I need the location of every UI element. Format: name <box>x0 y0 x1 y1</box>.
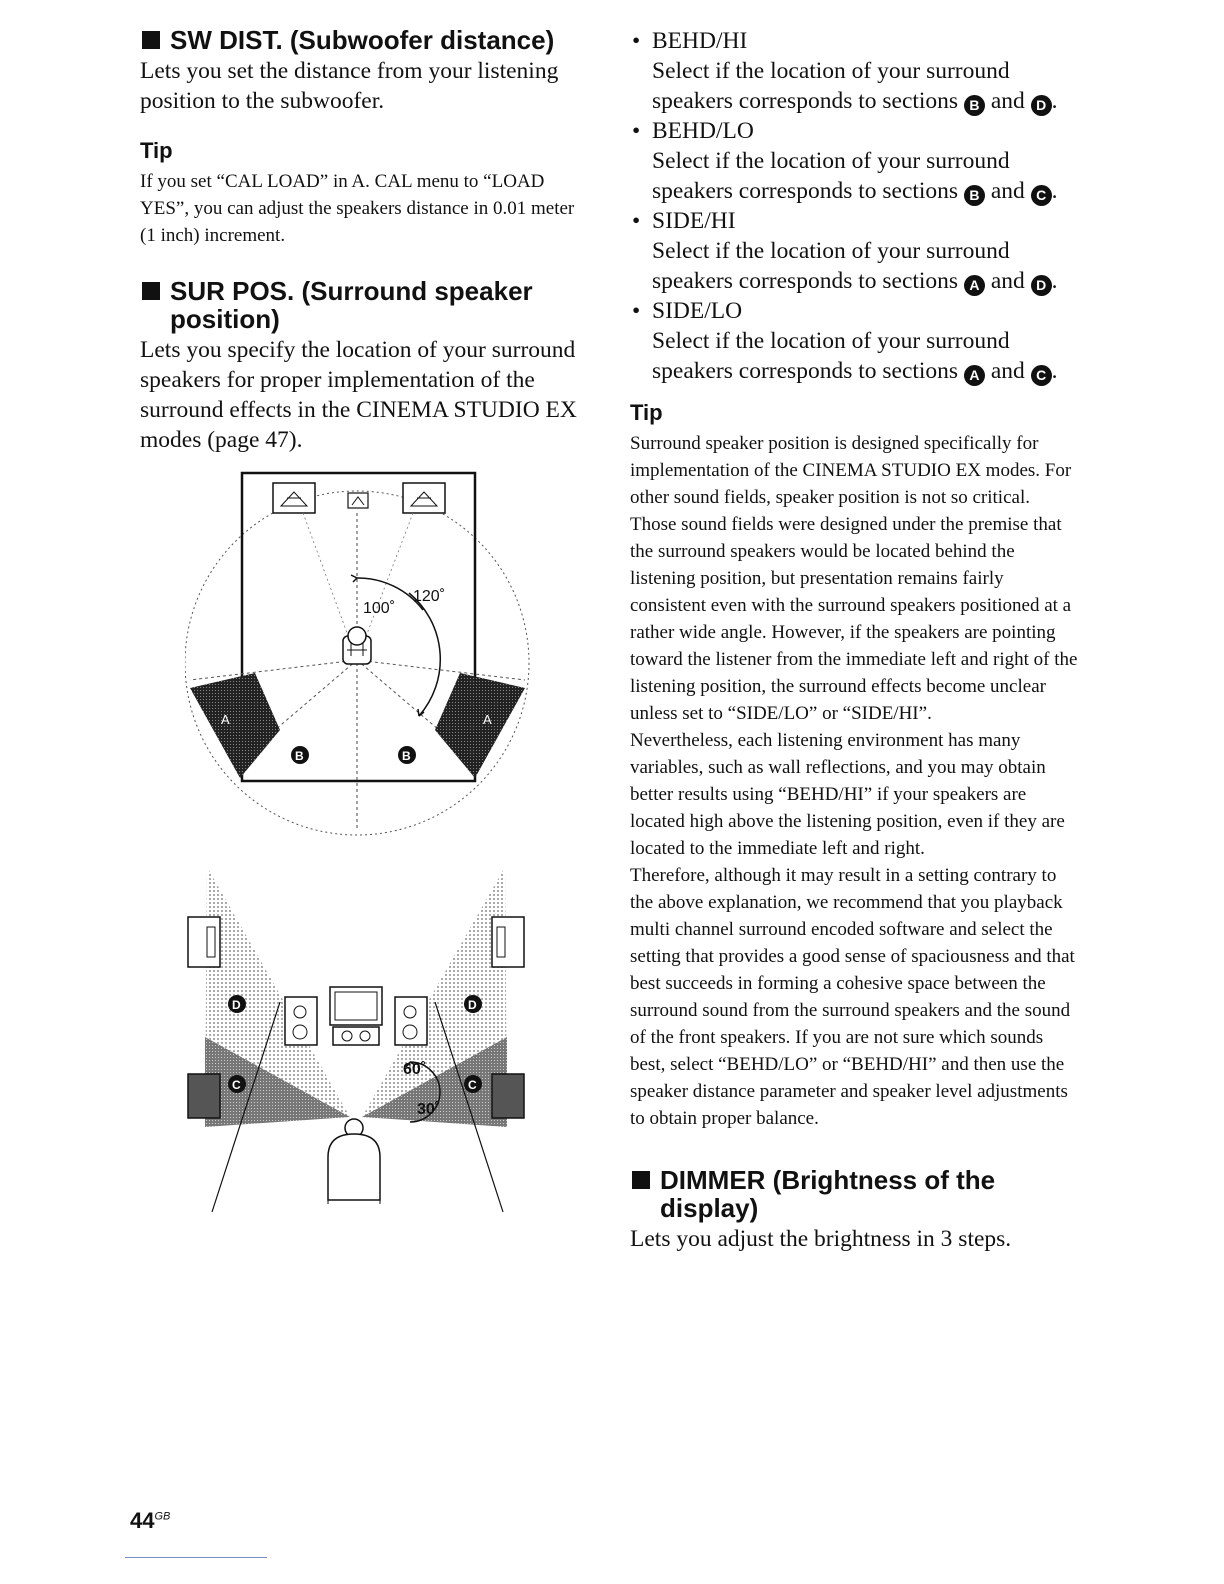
tip-paragraph-2: Those sound fields were designed under the premise that the surround speakers would be located behind the listening position, but presentation remains fairly consistent even with the surround speakers positioned at a rather wide angle. However, if the speakers are pointing toward the listener from the immediate left and right of the listening position, the surround effects become unclear unless set to “SIDE/LO” or “SIDE/HI”. <box>630 514 1078 724</box>
and-text: and <box>990 268 1025 294</box>
dimmer-heading-line2: display) <box>660 1193 759 1223</box>
dimmer-heading-line1: DIMMER (Brightness of the <box>660 1165 996 1195</box>
tip-title: Tip <box>630 400 663 425</box>
angle-30-label: 30˚ <box>417 1101 441 1118</box>
front-right-speaker-icon <box>403 483 445 513</box>
right-high-speaker-icon <box>492 917 524 967</box>
option-label: BEHD/HI <box>652 28 748 54</box>
and-text: and <box>990 88 1025 114</box>
sector-a-right <box>435 673 525 778</box>
option-label-row <box>630 296 1080 326</box>
bullet-icon: • <box>632 208 641 234</box>
section-marker-icon: A <box>964 275 985 296</box>
front-left-tower-icon <box>285 997 317 1045</box>
surround-height-angle-diagram <box>185 862 535 1217</box>
page-number <box>130 1508 170 1534</box>
and-text: and <box>990 358 1025 384</box>
option-description <box>630 326 1080 386</box>
tip-title: Tip <box>140 138 173 163</box>
option-side-lo <box>630 296 1080 386</box>
section-marker-icon: D <box>1031 95 1052 116</box>
left-high-speaker-icon <box>188 917 220 967</box>
period-text: . <box>1051 358 1058 384</box>
listener-chair-icon <box>328 1119 380 1204</box>
sw-dist-heading <box>140 26 590 54</box>
section-marker-icon: B <box>964 185 985 206</box>
square-bullet-icon <box>632 1171 650 1189</box>
angle-120-label: 120˚ <box>413 588 446 605</box>
section-marker-icon: C <box>1031 365 1052 386</box>
label-a-right: A <box>483 712 492 727</box>
angle-100-label: 100˚ <box>363 600 396 617</box>
tip-paragraph-4: Therefore, although it may result in a setting contrary to the above explanation, we recommend that you playback multi channel surround encoded software and select the setting that provides a good sense of spaciousness and that best succeeds in forming a cohesive space between the surround sound from the surround speakers and the sound of the front speakers. If you are not sure which sounds best, select “BEHD/LO” or “BEHD/HI” and then use the speaker distance parameter and speaker level adjustments to obtain proper balance. <box>630 865 1075 1129</box>
sw-dist-heading-text: SW DIST. (Subwoofer distance) <box>170 25 555 55</box>
period-text: . <box>1051 268 1058 294</box>
section-dimmer <box>630 1166 1080 1254</box>
tip-paragraph-1: Surround speaker position is designed specifically for implementation of the CINEMA STUDIO EX modes. For other sound fields, speaker position is not so critical. <box>630 433 1072 508</box>
label-b-right: B <box>402 749 411 763</box>
angle-60-label: 60˚ <box>403 1061 427 1078</box>
section-marker-icon: A <box>964 365 985 386</box>
right-low-speaker-icon <box>492 1074 524 1118</box>
section-sur-pos <box>140 277 590 455</box>
option-behd-hi <box>630 26 1080 116</box>
footer-rule <box>125 1557 267 1558</box>
right-column <box>630 26 1080 1254</box>
label-d-left: D <box>232 998 241 1012</box>
tip-paragraph-3: Nevertheless, each listening environment has many variables, such as wall reflections, and you may obtain better results using “BEHD/HI” if your speakers are located high above the listening position, even if they are located to the immediate left and right. <box>630 730 1065 859</box>
option-behd-lo <box>630 116 1080 206</box>
option-label-row <box>630 26 1080 56</box>
section-marker-icon: C <box>1031 185 1052 206</box>
page-number-suffix: GB <box>154 1510 171 1523</box>
option-description <box>630 236 1080 296</box>
section-sw-dist <box>140 26 590 249</box>
front-left-speaker-icon <box>273 483 315 513</box>
listener-icon <box>343 627 371 664</box>
and-text: and <box>990 178 1025 204</box>
option-side-hi <box>630 206 1080 296</box>
option-label: BEHD/LO <box>652 118 754 144</box>
option-label-row <box>630 206 1080 236</box>
option-description <box>630 146 1080 206</box>
option-desc-text: Select if the location of your surround speakers corresponds to sections <box>652 58 1010 114</box>
label-c-left: C <box>232 1078 241 1092</box>
option-label-row <box>630 116 1080 146</box>
option-desc-text: Select if the location of your surround speakers corresponds to sections <box>652 328 1010 384</box>
sur-pos-heading <box>140 277 590 333</box>
sur-pos-body: Lets you specify the location of your surround speakers for proper implementation of the surround effects in the CINEMA STUDIO EX modes (page 47). <box>140 337 577 453</box>
label-b-left: B <box>295 749 304 763</box>
sector-a-left <box>190 673 280 778</box>
sur-pos-heading-line2: position) <box>170 304 280 334</box>
option-label: SIDE/HI <box>652 208 736 234</box>
option-desc-text: Select if the location of your surround speakers corresponds to sections <box>652 238 1010 294</box>
tip-text: If you set “CAL LOAD” in A. CAL menu to “LOAD YES”, you can adjust the speakers distance in 0.01 meter (1 inch) increment. <box>140 171 575 246</box>
tip-surround-position <box>630 400 1080 1132</box>
dimmer-heading <box>630 1166 1080 1222</box>
bullet-icon: • <box>632 298 641 324</box>
front-right-tower-icon <box>395 997 427 1045</box>
left-column <box>140 26 590 455</box>
label-d-right: D <box>468 998 477 1012</box>
label-c-right: C <box>468 1078 477 1092</box>
left-low-speaker-icon <box>188 1074 220 1118</box>
option-description <box>630 56 1080 116</box>
center-speaker-icon <box>348 493 368 508</box>
label-a-left: A <box>221 712 230 727</box>
tv-icon <box>330 987 382 1045</box>
square-bullet-icon <box>142 31 160 49</box>
option-label: SIDE/LO <box>652 298 743 324</box>
section-marker-icon: D <box>1031 275 1052 296</box>
surround-position-top-view-diagram <box>185 468 535 838</box>
period-text: . <box>1051 178 1058 204</box>
section-marker-icon: B <box>964 95 985 116</box>
square-bullet-icon <box>142 282 160 300</box>
surround-position-options <box>630 26 1080 386</box>
option-desc-text: Select if the location of your surround speakers corresponds to sections <box>652 148 1010 204</box>
dimmer-body: Lets you adjust the brightness in 3 steps. <box>630 1226 1012 1252</box>
page-number-value: 44 <box>130 1508 155 1533</box>
bullet-icon: • <box>632 28 641 54</box>
sur-pos-heading-line1: SUR POS. (Surround speaker <box>170 276 533 306</box>
sw-dist-body: Lets you set the distance from your listening position to the subwoofer. <box>140 58 559 114</box>
period-text: . <box>1051 88 1058 114</box>
bullet-icon: • <box>632 118 641 144</box>
